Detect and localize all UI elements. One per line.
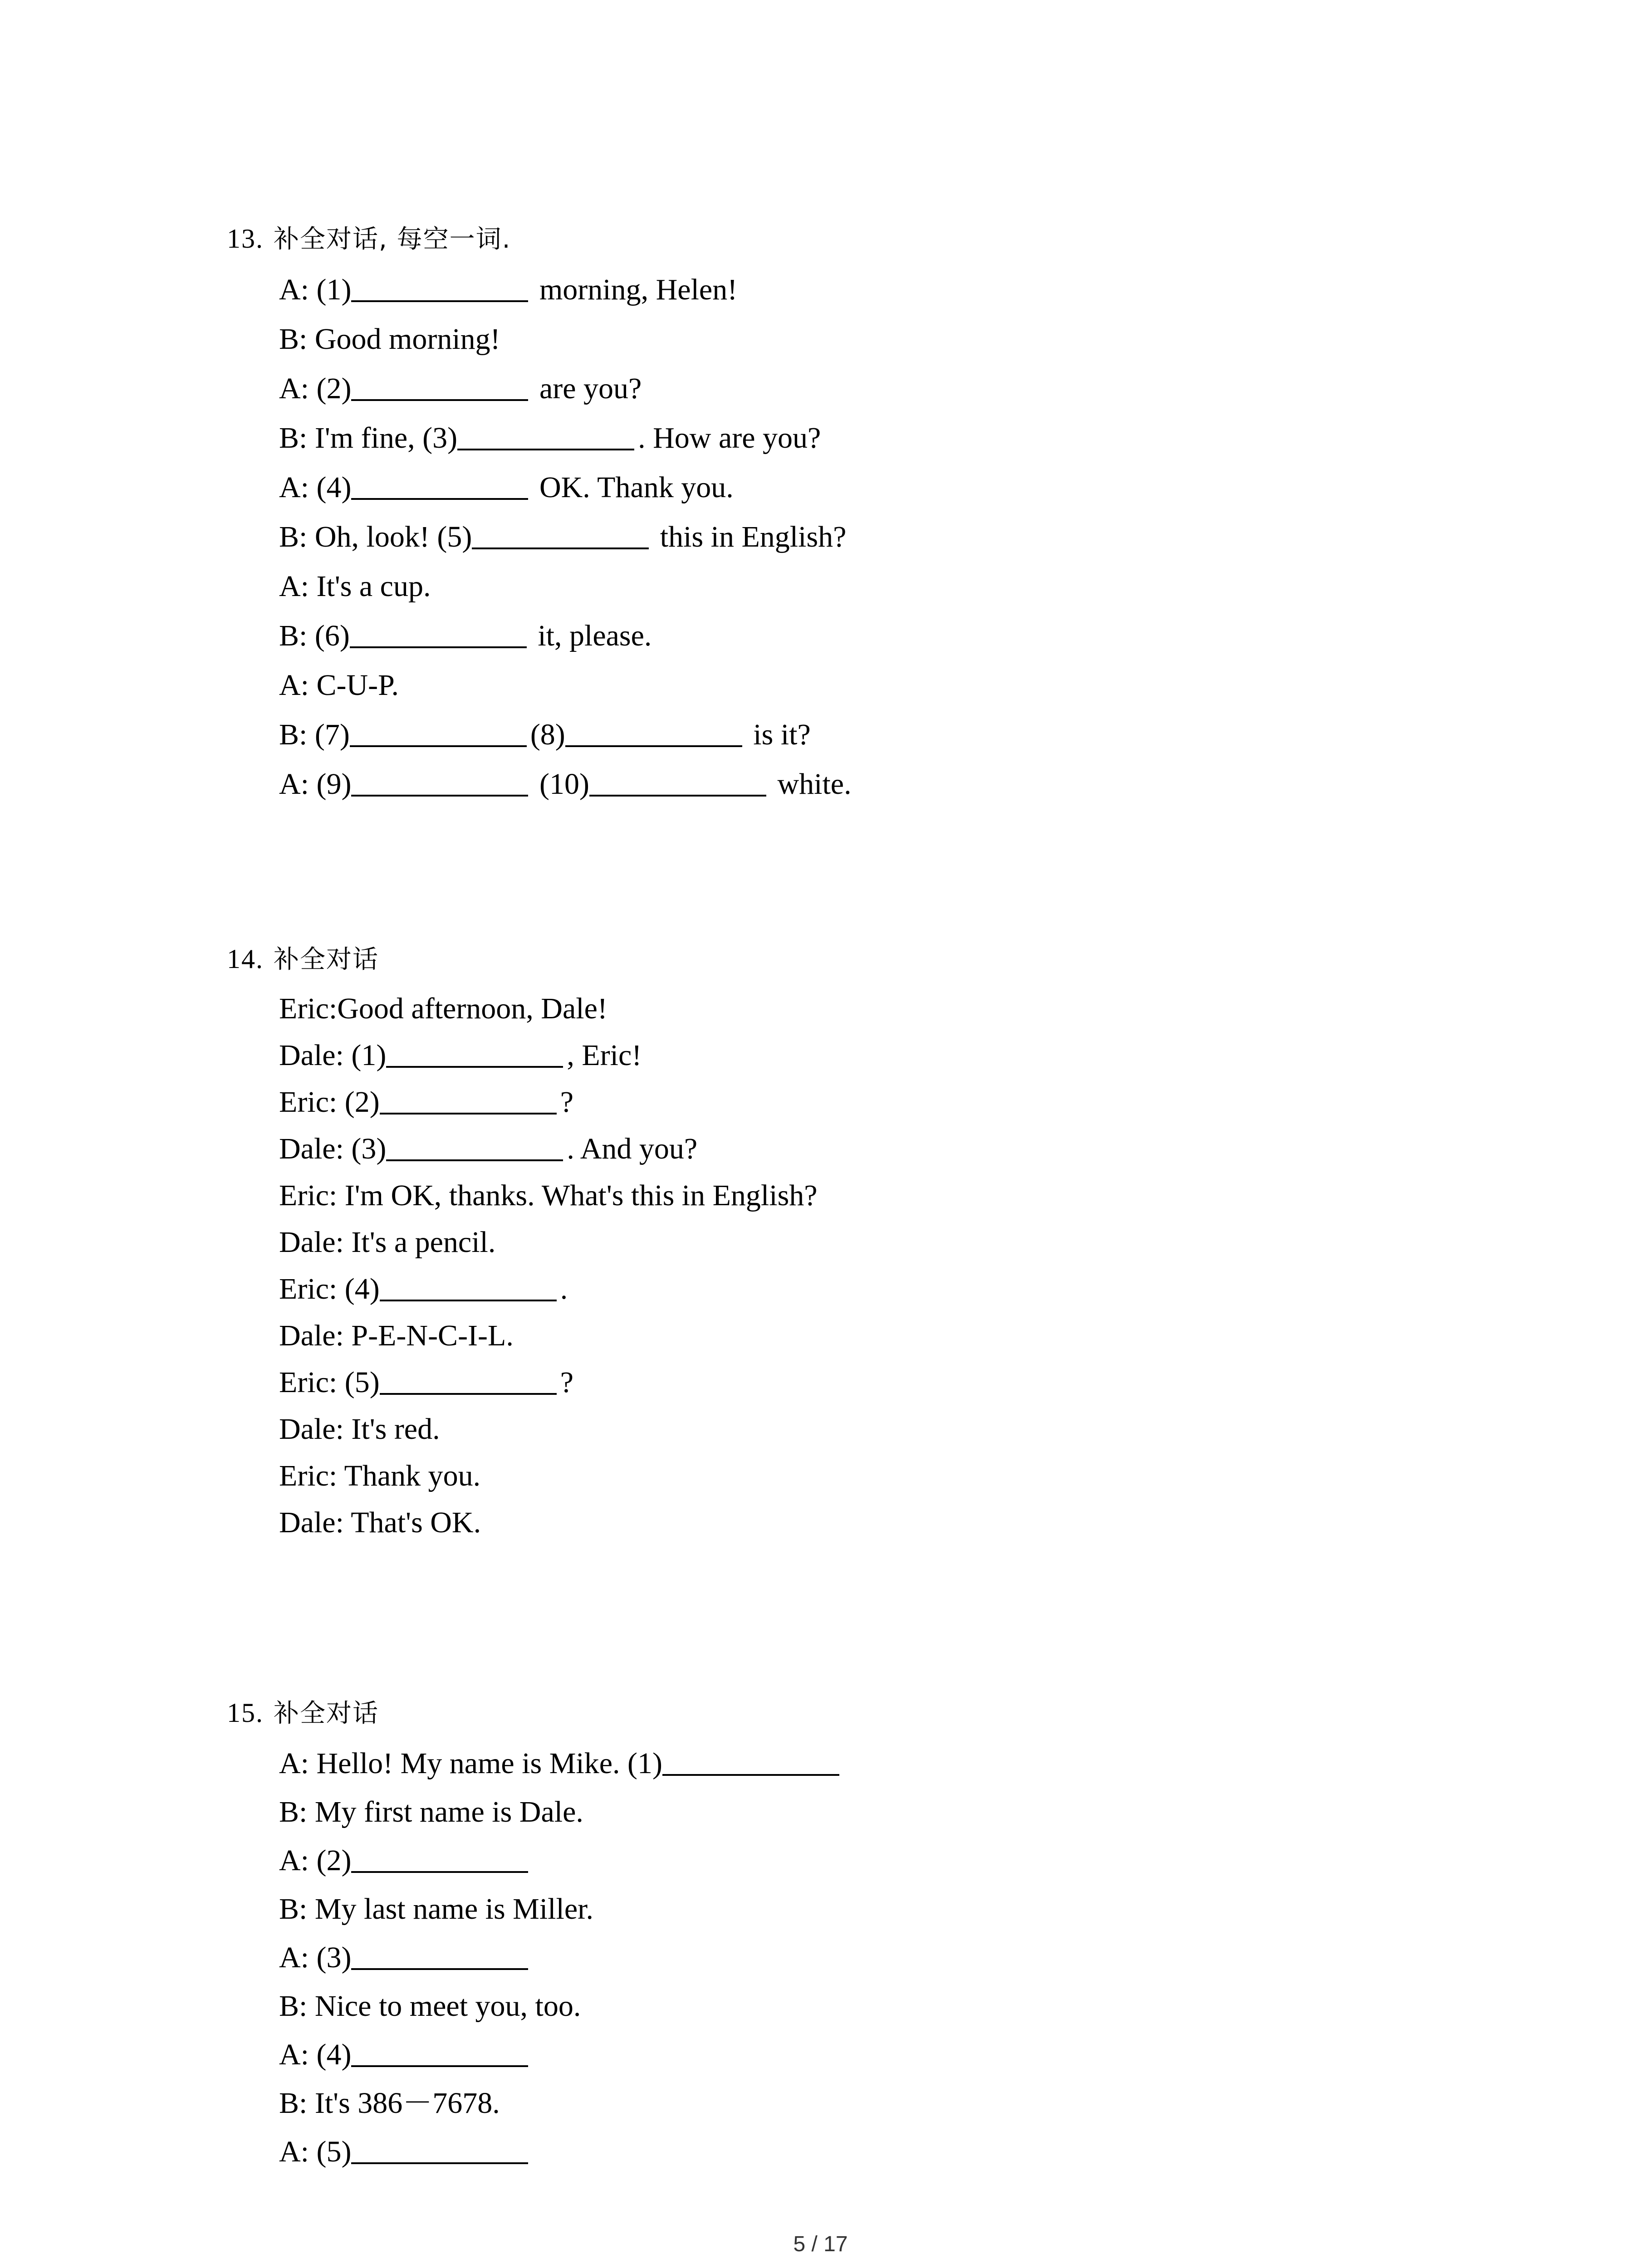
answer-blank[interactable] bbox=[351, 471, 528, 500]
dialog-line bbox=[227, 413, 1543, 463]
dialog-line bbox=[227, 1406, 1543, 1452]
dialog-text: B: I'm fine, (3) bbox=[279, 421, 458, 455]
answer-blank[interactable] bbox=[351, 372, 528, 401]
answer-blank[interactable] bbox=[472, 520, 649, 549]
dialog-line bbox=[227, 710, 1543, 759]
question-number: 13. bbox=[227, 224, 264, 254]
dialog-text: A: (9) bbox=[279, 767, 352, 801]
dialog-text: A: It's a cup. bbox=[279, 570, 431, 603]
dialog-line bbox=[227, 1499, 1543, 1546]
answer-blank[interactable] bbox=[351, 767, 528, 797]
dialog-text: Eric: (4) bbox=[279, 1272, 380, 1305]
dialog-line bbox=[227, 1836, 1543, 1885]
dialog-text: A: (2) bbox=[279, 372, 352, 405]
dialog-line bbox=[227, 2127, 1543, 2176]
question-title bbox=[227, 1687, 1543, 1739]
dialog-lines bbox=[227, 1739, 1543, 2176]
answer-blank[interactable] bbox=[350, 718, 527, 747]
dialog-text: B: Nice to meet you, too. bbox=[279, 1989, 581, 2023]
dialog-text: A: (1) bbox=[279, 273, 352, 306]
dialog-line bbox=[227, 1885, 1543, 1933]
question-number: 15. bbox=[227, 1698, 264, 1728]
answer-blank[interactable] bbox=[350, 619, 527, 648]
dialog-lines bbox=[227, 265, 1543, 809]
dialog-text: B: Oh, look! (5) bbox=[279, 520, 472, 553]
question-title bbox=[227, 934, 1543, 985]
dialog-line bbox=[227, 314, 1543, 364]
dialog-text: it, please. bbox=[530, 619, 652, 652]
dialog-text: Eric: I'm OK, thanks. What's this in English? bbox=[279, 1179, 818, 1212]
answer-blank[interactable] bbox=[386, 1039, 563, 1068]
dialog-line bbox=[227, 660, 1543, 710]
dialog-line bbox=[227, 364, 1543, 413]
dialog-text: A: (4) bbox=[279, 471, 352, 504]
dialog-text: Dale: That's OK. bbox=[279, 1506, 481, 1539]
dialog-text: OK. Thank you. bbox=[532, 471, 734, 504]
dialog-text: A: (2) bbox=[279, 1844, 352, 1877]
dialog-text: A: Hello! My name is Mike. (1) bbox=[279, 1747, 663, 1780]
dialog-line bbox=[227, 1933, 1543, 1982]
dialog-text: B: My first name is Dale. bbox=[279, 1795, 583, 1828]
dialog-text: morning, Helen! bbox=[532, 273, 738, 306]
dialog-text: Dale: It's a pencil. bbox=[279, 1226, 496, 1259]
dialog-text: ? bbox=[560, 1366, 574, 1399]
answer-blank[interactable] bbox=[351, 1844, 528, 1873]
answer-blank[interactable] bbox=[662, 1747, 839, 1776]
answer-blank[interactable] bbox=[380, 1366, 557, 1395]
dialog-line bbox=[227, 1219, 1543, 1266]
dialog-line bbox=[227, 2079, 1543, 2127]
question-instruction: 补全对话, 每空一词. bbox=[274, 225, 511, 254]
dialog-line bbox=[227, 1172, 1543, 1219]
dialog-text: Eric: (5) bbox=[279, 1366, 380, 1399]
dialog-text: B: Good morning! bbox=[279, 323, 500, 356]
dialog-text: B: It's 386－7678. bbox=[279, 2087, 500, 2120]
dialog-line bbox=[227, 2030, 1543, 2079]
answer-blank[interactable] bbox=[589, 767, 766, 797]
question-13 bbox=[227, 213, 1543, 809]
answer-blank[interactable] bbox=[380, 1272, 557, 1301]
dialog-text: is it? bbox=[745, 718, 811, 751]
dialog-line bbox=[227, 1359, 1543, 1406]
dialog-line bbox=[227, 562, 1543, 611]
dialog-line bbox=[227, 1452, 1543, 1499]
dialog-text: A: (5) bbox=[279, 2135, 352, 2168]
dialog-line bbox=[227, 1739, 1543, 1788]
dialog-text: are you? bbox=[532, 372, 642, 405]
dialog-text: Eric:Good afternoon, Dale! bbox=[279, 992, 607, 1025]
dialog-text: , Eric! bbox=[567, 1039, 642, 1072]
question-14 bbox=[227, 934, 1543, 1546]
dialog-text: A: C-U-P. bbox=[279, 669, 399, 702]
dialog-text: white. bbox=[769, 767, 852, 801]
dialog-text: this in English? bbox=[652, 520, 847, 553]
dialog-line bbox=[227, 265, 1543, 314]
dialog-lines bbox=[227, 985, 1543, 1546]
dialog-text: ? bbox=[560, 1085, 574, 1119]
dialog-line bbox=[227, 1125, 1543, 1172]
dialog-text: A: (4) bbox=[279, 2038, 352, 2071]
dialog-line bbox=[227, 1266, 1543, 1312]
dialog-line bbox=[227, 512, 1543, 562]
answer-blank[interactable] bbox=[386, 1132, 563, 1161]
dialog-text: Dale: P-E-N-C-I-L. bbox=[279, 1319, 514, 1352]
dialog-text: . How are you? bbox=[638, 421, 821, 455]
dialog-text: Dale: (3) bbox=[279, 1132, 387, 1165]
question-15 bbox=[227, 1687, 1543, 2176]
dialog-line bbox=[227, 1079, 1543, 1125]
question-instruction: 补全对话 bbox=[274, 945, 379, 974]
dialog-line bbox=[227, 759, 1543, 809]
page-number: 5 / 17 bbox=[793, 2232, 848, 2256]
dialog-text: . And you? bbox=[567, 1132, 698, 1165]
dialog-line bbox=[227, 1788, 1543, 1836]
answer-blank[interactable] bbox=[565, 718, 742, 747]
question-number: 14. bbox=[227, 944, 264, 974]
dialog-text: B: My last name is Miller. bbox=[279, 1892, 593, 1926]
dialog-line bbox=[227, 611, 1543, 660]
answer-blank[interactable] bbox=[457, 421, 634, 450]
answer-blank[interactable] bbox=[351, 273, 528, 302]
dialog-line bbox=[227, 463, 1543, 512]
dialog-text: Dale: (1) bbox=[279, 1039, 387, 1072]
dialog-text: B: (6) bbox=[279, 619, 350, 652]
answer-blank[interactable] bbox=[351, 2135, 528, 2164]
dialog-line bbox=[227, 1982, 1543, 2030]
dialog-text: (10) bbox=[532, 767, 589, 801]
dialog-text: Dale: It's red. bbox=[279, 1413, 440, 1446]
dialog-line bbox=[227, 985, 1543, 1032]
dialog-text: Eric: Thank you. bbox=[279, 1459, 481, 1492]
answer-blank[interactable] bbox=[351, 1941, 528, 1970]
dialog-text: . bbox=[560, 1272, 568, 1305]
dialog-text: B: (7) bbox=[279, 718, 350, 751]
question-title bbox=[227, 213, 1543, 265]
answer-blank[interactable] bbox=[380, 1085, 557, 1114]
dialog-text: (8) bbox=[530, 718, 565, 751]
dialog-text: Eric: (2) bbox=[279, 1085, 380, 1119]
dialog-text: A: (3) bbox=[279, 1941, 352, 1974]
dialog-line bbox=[227, 1312, 1543, 1359]
dialog-line bbox=[227, 1032, 1543, 1079]
question-instruction: 补全对话 bbox=[274, 1699, 379, 1728]
answer-blank[interactable] bbox=[351, 2038, 528, 2067]
